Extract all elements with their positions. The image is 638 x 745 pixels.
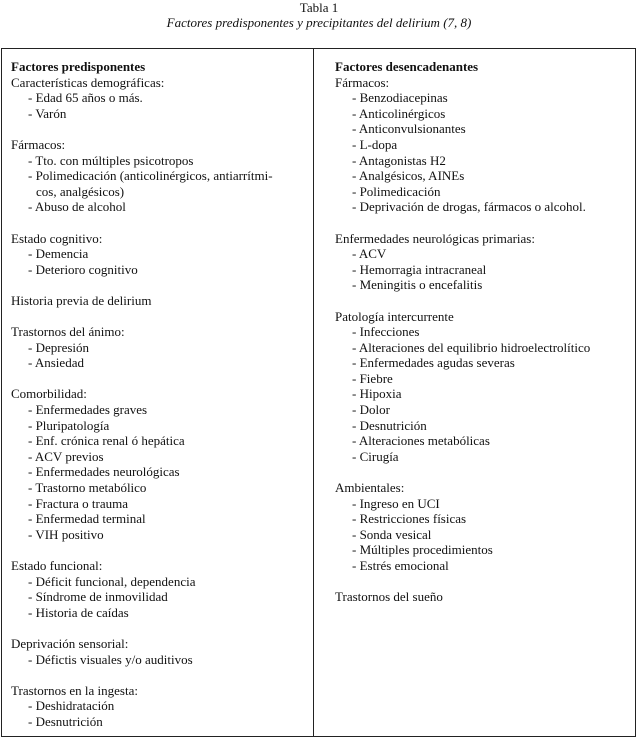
factor-item: cos, analgésicos) (36, 183, 125, 199)
factor-group-title: Historia previa de delirium (11, 292, 152, 308)
factor-item: - Demencia (28, 246, 89, 262)
factor-group (11, 75, 307, 122)
factor-group (11, 324, 307, 371)
predisposing-column (11, 59, 307, 745)
factor-item: - Trastorno metabólico (28, 480, 147, 496)
factors-table (1, 48, 636, 737)
factor-item: - Múltiples procedimientos (352, 542, 493, 558)
factor-item: - Anticonvulsionantes (352, 121, 466, 137)
factor-item: - Ingreso en UCI (352, 495, 440, 511)
factor-group-title: Ambientales: (335, 480, 405, 496)
factor-item: - Estrés emocional (352, 558, 449, 573)
factor-item: - Historia de caídas (28, 604, 129, 620)
factor-group (11, 137, 307, 215)
factor-item: - Dolor (352, 402, 390, 418)
factor-item: - Polimedicación (anticolinérgicos, antiarrítmi- (28, 168, 273, 184)
factor-item: - Enfermedades graves (28, 402, 148, 418)
factor-group-title: Estado funcional: (11, 558, 103, 573)
factor-group-title: Fármacos: (335, 74, 390, 90)
factor-item: - Abuso de alcohol (28, 199, 126, 215)
factor-item: - Enf. crónica renal ó hepática (28, 433, 185, 449)
factor-item: - Desnutrición (28, 713, 103, 729)
factor-group-title: Trastornos en la ingesta: (11, 682, 138, 698)
factor-item: - ACV previos (28, 448, 104, 464)
factor-item: - Tto. con múltiples psicotropos (28, 152, 194, 168)
factor-group-title: Características demográficas: (11, 74, 165, 90)
factor-item: - Alteraciones del equilibrio hidroelectrolítico (352, 339, 591, 355)
factor-group (11, 231, 307, 278)
factor-group (11, 386, 307, 542)
factor-item: - Deshidratación (28, 698, 115, 714)
factor-group-title: Estado cognitivo: (11, 230, 103, 246)
factor-item: - Défictis visuales y/o auditivos (28, 651, 193, 667)
precipitating-header: Factores desencadenantes (335, 59, 479, 74)
factor-group (335, 231, 633, 293)
factor-group-title: Enfermedades neurológicas primarias: (335, 230, 535, 246)
factor-item: - Anticolinérgicos (352, 105, 446, 121)
factor-item: - Antagonistas H2 (352, 152, 446, 168)
factor-item: - Depresión (28, 339, 90, 355)
factor-item: - Deterioro cognitivo (28, 261, 138, 277)
factor-item: - Edad 65 años o más. (28, 90, 143, 106)
factor-item: - VIH positivo (28, 526, 104, 542)
factor-item: - ACV (352, 246, 387, 262)
factor-item: - Déficit funcional, dependencia (28, 573, 196, 589)
factor-item: - Enfermedades neurológicas (28, 464, 180, 480)
factor-item: - Fractura o trauma (28, 495, 128, 511)
factor-item: - L-dopa (352, 136, 398, 152)
factor-item: - Benzodiacepinas (352, 90, 448, 106)
factor-item: - Analgésicos, AINEs (352, 168, 465, 184)
factor-group-title: Trastornos del ánimo: (11, 324, 125, 340)
factor-group (335, 589, 633, 605)
factor-group (11, 683, 307, 730)
factor-item: - Enfermedades agudas severas (352, 355, 515, 371)
factor-item: - Cirugía (352, 448, 399, 464)
factor-item: - Enfermedad terminal (28, 511, 146, 527)
factor-group-title: Patología intercurrente (335, 308, 454, 324)
factor-item: - Hemorragia intracraneal (352, 261, 487, 277)
factor-item: - Restricciones físicas (352, 511, 467, 527)
factor-group-title: Deprivación sensorial: (11, 635, 129, 651)
factor-item: - Alteraciones metabólicas (352, 433, 490, 449)
factor-item: - Meningitis o encefalitis (352, 277, 483, 293)
factor-item: - Síndrome de inmovilidad (28, 589, 168, 605)
precipitating-column (335, 59, 633, 620)
table-title: Factores predisponentes y precipitantes del delirium (7, 8) (166, 15, 472, 30)
factor-group (11, 558, 307, 620)
factor-group-title: Comorbilidad: (11, 386, 87, 402)
table-label: Tabla 1 (299, 0, 339, 15)
factor-item: - Sonda vesical (352, 526, 432, 542)
factor-item: - Desnutrición (352, 417, 427, 433)
factor-item: - Infecciones (352, 324, 420, 340)
factor-group (335, 480, 633, 574)
factor-group (11, 293, 307, 309)
factor-item: - Pluripatología (28, 417, 110, 433)
factor-group (335, 309, 633, 465)
factor-item: - Polimedicación (352, 183, 441, 199)
factor-item: - Deprivación de drogas, fármacos o alcohol. (352, 199, 586, 215)
factor-group (11, 636, 307, 667)
factor-group (335, 75, 633, 215)
column-divider (313, 49, 314, 736)
factor-group-title: Fármacos: (11, 136, 66, 152)
factor-item: - Hipoxia (352, 386, 402, 402)
factor-item: - Fiebre (352, 370, 393, 386)
predisposing-header: Factores predisponentes (11, 59, 146, 74)
factor-group-title: Trastornos del sueño (335, 589, 443, 605)
factor-item: - Varón (28, 105, 67, 121)
factor-item: - Ansiedad (28, 355, 84, 371)
